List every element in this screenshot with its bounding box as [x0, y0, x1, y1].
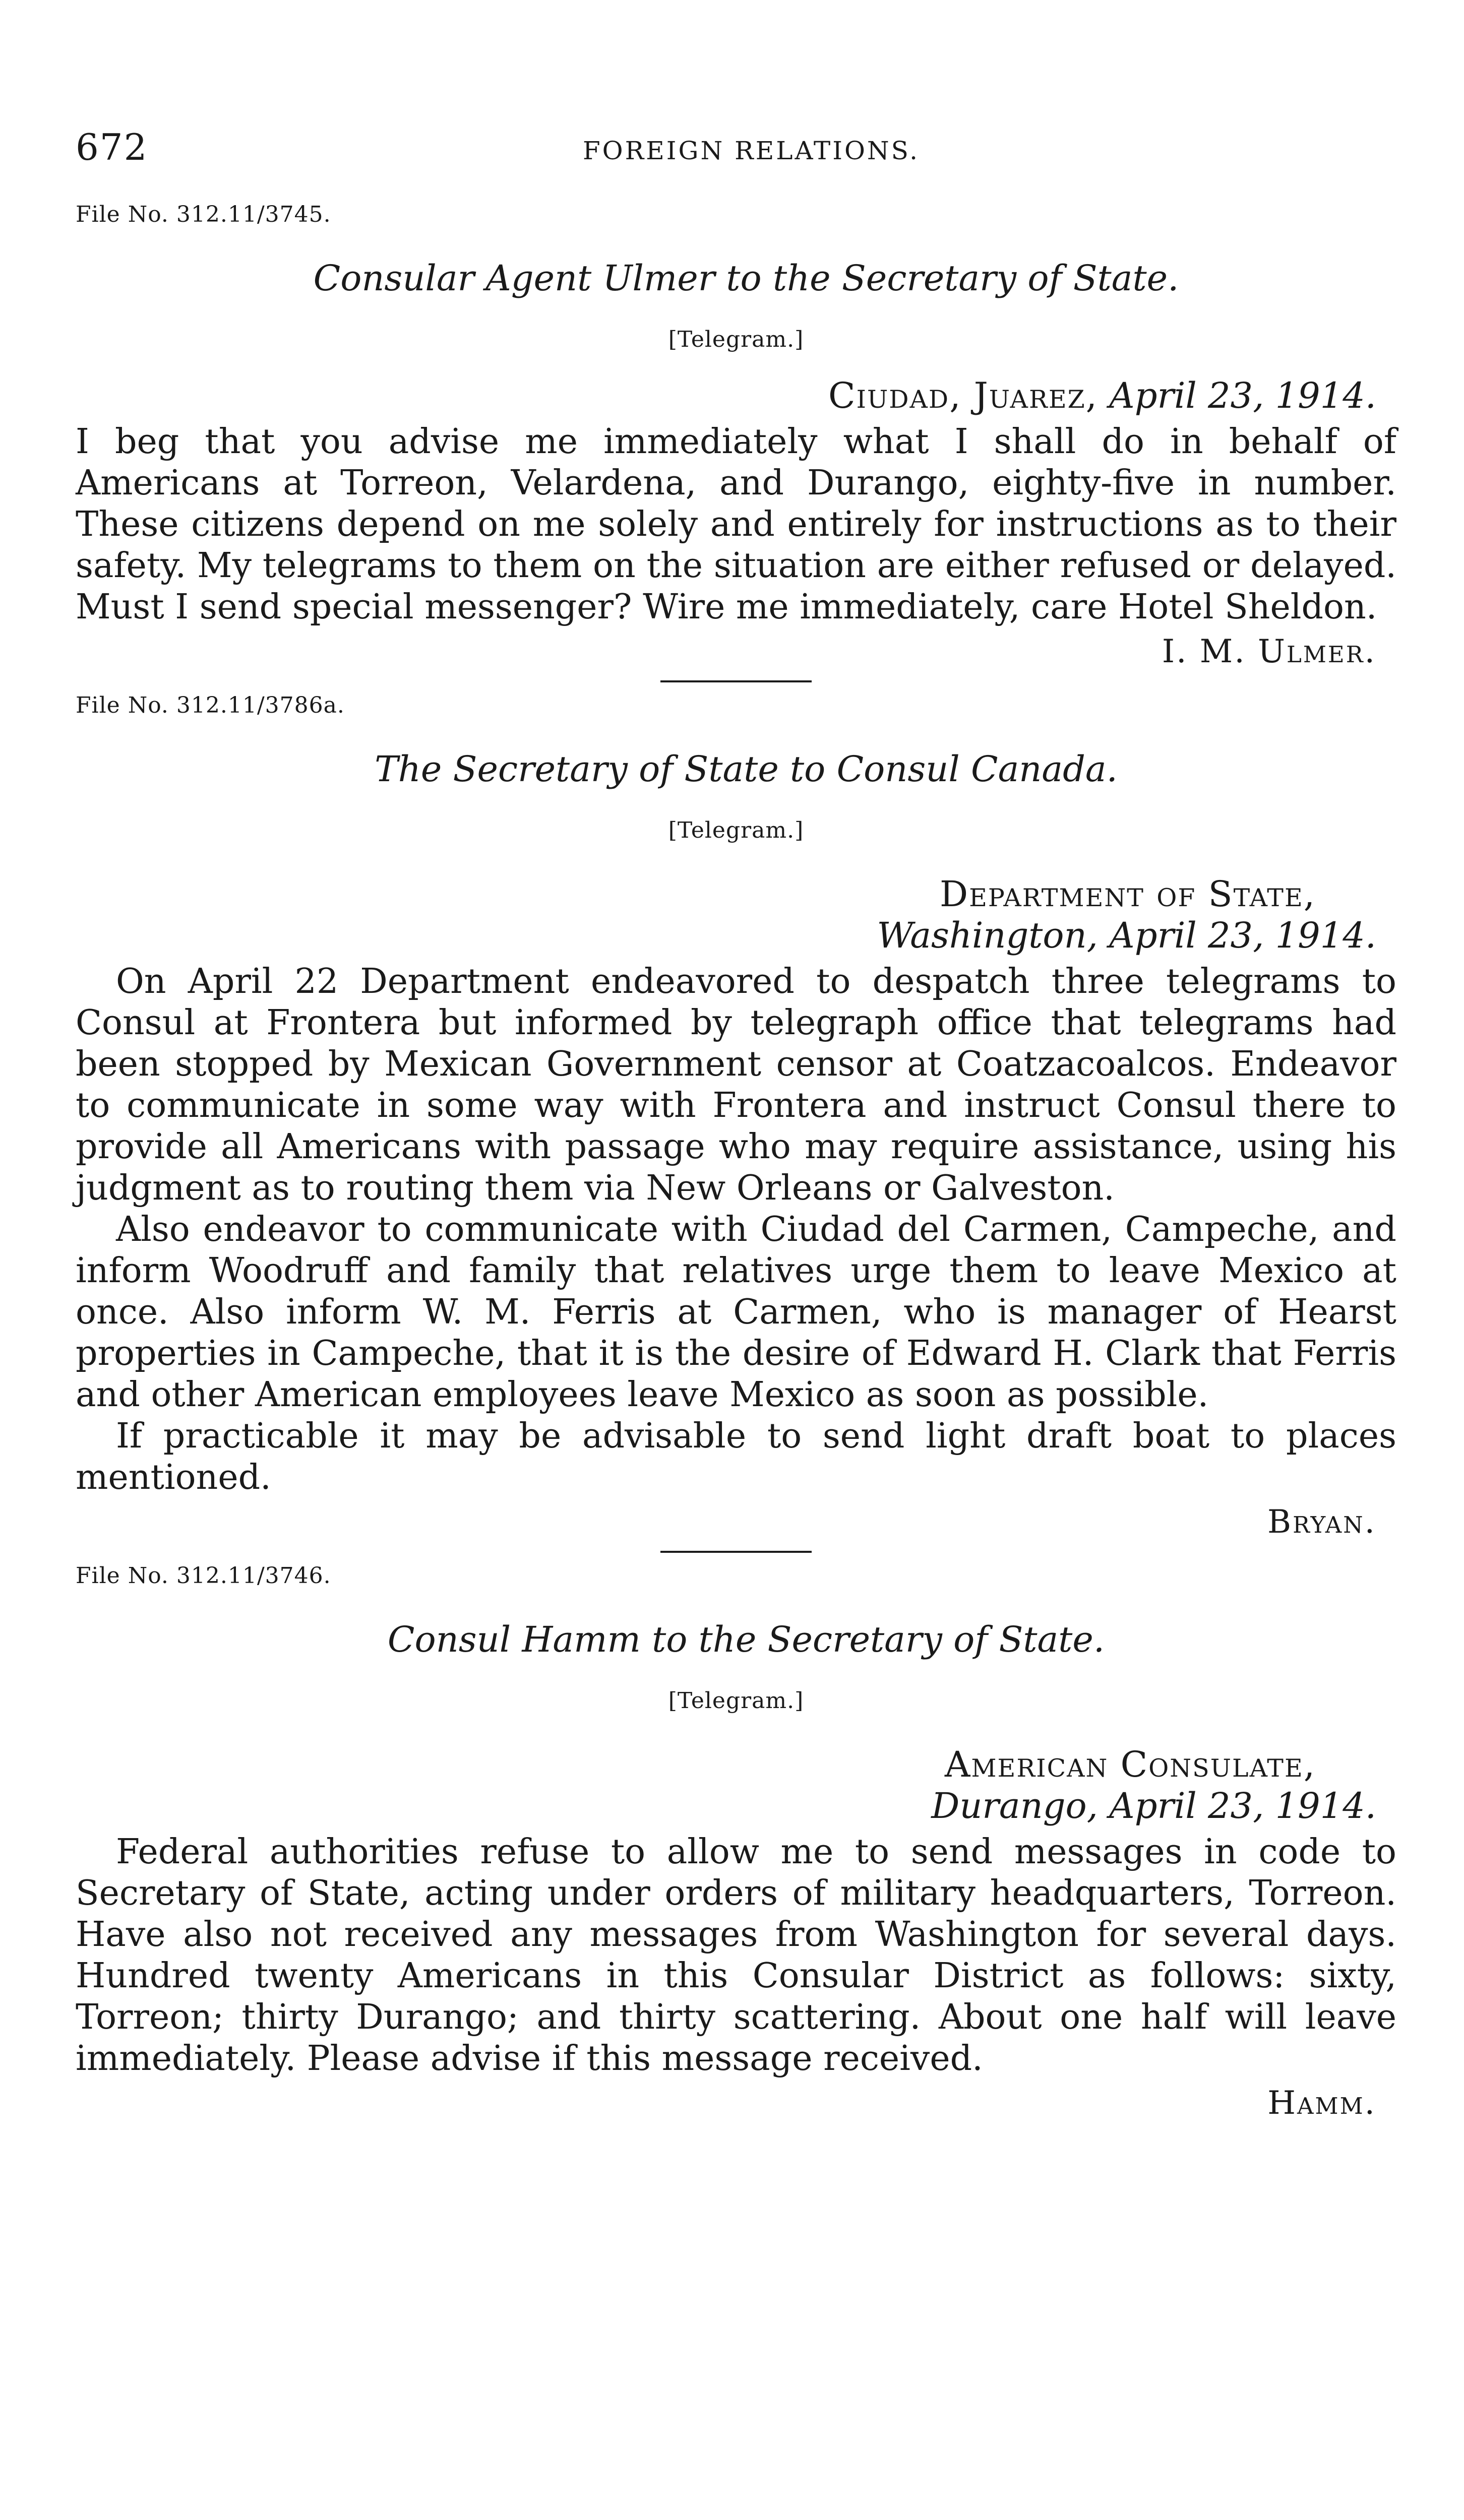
running-head	[76, 126, 1396, 171]
signature: Hamm.	[1267, 2085, 1376, 2122]
section-title: The Secretary of State to Consul Canada.	[375, 748, 1118, 790]
city-date-line	[76, 915, 1376, 956]
document-page	[76, 126, 1396, 2122]
running-title: FOREIGN RELATIONS.	[582, 136, 920, 165]
section-ulmer	[76, 202, 1396, 682]
telegram-label: [Telegram.]	[668, 817, 804, 843]
section-divider	[660, 680, 812, 682]
section-title: Consul Hamm to the Secretary of State.	[387, 1619, 1105, 1660]
place: Ciudad, Juarez,	[828, 375, 1098, 416]
signature: Bryan.	[1267, 1503, 1376, 1541]
place-line	[76, 873, 1376, 915]
date: April 23, 1914.	[1109, 915, 1376, 956]
message-paragraph: I beg that you advise me immediately what I shall do in behalf of Americans at Torreon, Velardena, and Durango, eighty-five in number. These citizens depend on me solely and entirely for instructions as to their safety. My telegrams to them on the situation are either refused or delayed. Must I send special messenger? Wire me immediately, care Hotel Sheldon.	[76, 422, 1396, 627]
telegram-label: [Telegram.]	[668, 327, 804, 352]
message-paragraph: Federal authorities refuse to allow me to send messages in code to Secretary of State, acting under orders of military headquarters, Torreon. Have also not received any messages from Washington for several days. Hundred twenty Americans in this Consular District as follows: sixty, Torreon; thirty Durango; and thirty scattering. About one half will leave immediately. Please advise if this message received.	[76, 1832, 1396, 2078]
place-date	[76, 1744, 1396, 1826]
file-number: File No. 312.11/3746.	[76, 1563, 331, 1589]
section-bryan	[76, 692, 1396, 1553]
place: Department of State,	[939, 873, 1316, 915]
section-title: Consular Agent Ulmer to the Secretary of State.	[313, 258, 1179, 299]
file-number: File No. 312.11/3786a.	[76, 692, 345, 718]
file-number: File No. 312.11/3745.	[76, 202, 331, 227]
telegram-label: [Telegram.]	[668, 1688, 804, 1714]
place-date	[76, 375, 1396, 416]
message-paragraph: If practicable it may be advisable to send light draft boat to places mentioned.	[76, 1416, 1396, 1497]
page-number: 672	[76, 126, 148, 168]
section-hamm	[76, 1563, 1396, 2122]
date: April 23, 1914.	[1109, 1785, 1376, 1826]
city: Durango,	[931, 1785, 1098, 1826]
message-paragraph: On April 22 Department endeavored to despatch three telegrams to Consul at Frontera but informed by telegraph office that telegrams had been stopped by Mexican Government censor at Coatzacoalcos. Endeavor to communicate in some way with Frontera and instruct Consul there to provide all Americans with passage who may require assistance, using his judgment as to routing them via New Orleans or Galveston.	[76, 962, 1396, 1208]
section-divider	[660, 1551, 812, 1553]
place-line	[76, 1744, 1376, 1785]
city: Washington,	[877, 915, 1098, 956]
city-date-line	[76, 1785, 1376, 1826]
place-date	[76, 873, 1396, 956]
place: American Consulate,	[944, 1744, 1316, 1785]
date: April 23, 1914.	[1109, 375, 1376, 416]
message-paragraph: Also endeavor to communicate with Ciudad del Carmen, Campeche, and inform Woodruff and family that relatives urge them to leave Mexico at once. Also inform W. M. Ferris at Carmen, who is manager of Hearst properties in Campeche, that it is the desire of Edward H. Clark that Ferris and other American employees leave Mexico as soon as possible.	[76, 1210, 1396, 1415]
signature: I. M. Ulmer.	[1162, 633, 1376, 670]
